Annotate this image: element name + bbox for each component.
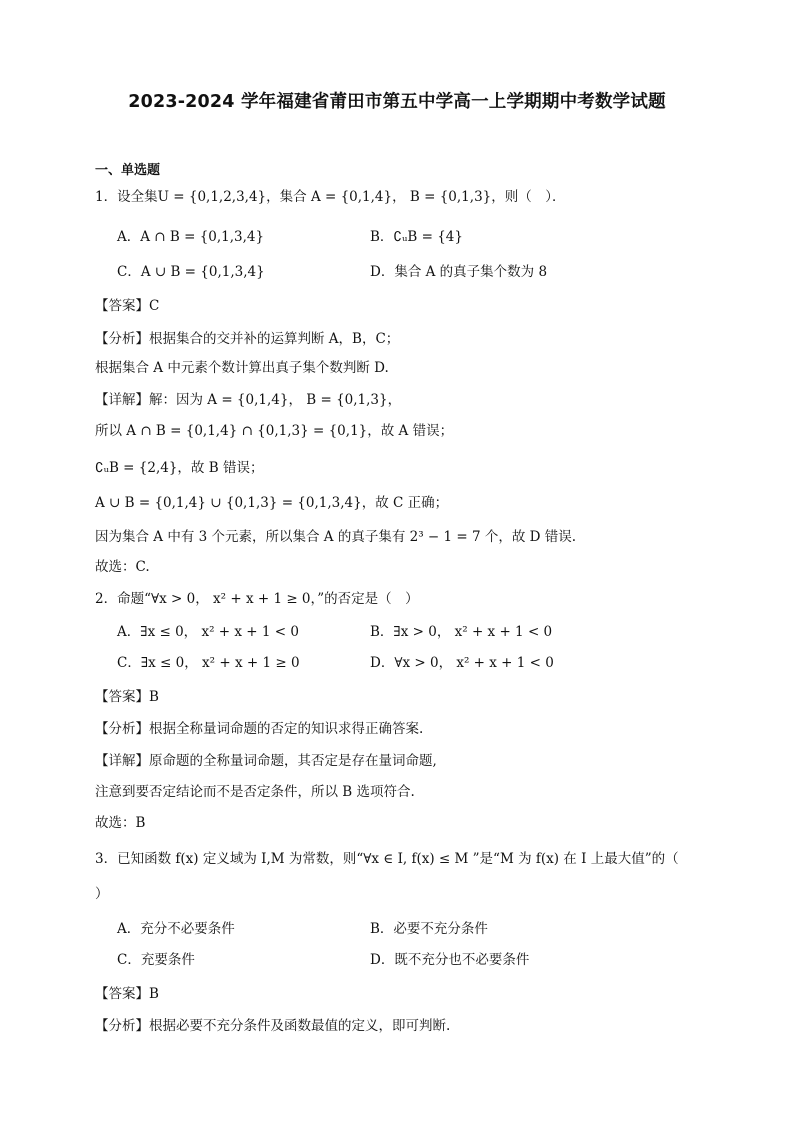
q3-stem: 3．已知函数 f(x) 定义域为 I,M 为常数，则“∀x ∈ I, f(x) ≤ M ”是“M 为 f(x) 在 I 上最大值”的（	[95, 851, 679, 867]
q1-detail-line-5: 因为集合 A 中有 3 个元素，所以集合 A 的真子集有 2³ − 1 = 7 个，故 D 错误.	[95, 529, 577, 545]
q3-analysis: 【分析】根据必要不充分条件及函数最值的定义，即可判断.	[95, 1018, 451, 1034]
q3-option-a: A．充分不必要条件	[117, 921, 235, 937]
q1-option-c: C．A ∪ B = {0,1,3,4}	[117, 264, 265, 280]
q3-option-b: B．必要不充分条件	[370, 921, 488, 937]
q2-detail-line-1: 【详解】原命题的全称量词命题，其否定是存在量词命题,	[95, 753, 437, 769]
q1-detail-line-2: 所以 A ∩ B = {0,1,4} ∩ {0,1,3} = {0,1}，故 A 错误；	[95, 423, 454, 439]
q1-analysis-line-1: 【分析】根据集合的交并补的运算判断 A，B，C；	[95, 331, 400, 347]
q1-answer: 【答案】C	[95, 298, 160, 314]
q1-stem: 1．设全集U = {0,1,2,3,4}，集合 A = {0,1,4}， B = {0,1,3}，则（ ）．	[95, 189, 566, 205]
q2-option-b: B．∃x > 0， x² + x + 1 < 0	[370, 624, 553, 640]
q2-option-d: D．∀x > 0， x² + x + 1 < 0	[370, 655, 554, 671]
q2-option-c: C．∃x ≤ 0， x² + x + 1 ≥ 0	[117, 655, 300, 671]
q2-choice: 故选：B	[95, 815, 146, 831]
q1-detail-line-1: 【详解】解：因为 A = {0,1,4}， B = {0,1,3}，	[95, 392, 402, 408]
q3-option-d: D．既不充分也不必要条件	[370, 952, 530, 968]
q1-analysis-line-2: 根据集合 A 中元素个数计算出真子集个数判断 D.	[95, 360, 389, 376]
q1-option-a: A．A ∩ B = {0,1,3,4}	[117, 229, 265, 245]
page-title: 2023-2024 学年福建省莆田市第五中学高一上学期期中考数学试题	[128, 92, 666, 112]
q2-option-a: A．∃x ≤ 0， x² + x + 1 < 0	[117, 624, 299, 640]
q1-detail-line-3: ∁ᵤB = {2,4}，故 B 错误；	[95, 460, 264, 476]
q2-detail-line-2: 注意到要否定结论而不是否定条件，所以 B 选项符合.	[95, 784, 415, 800]
q1-choice: 故选：C.	[95, 559, 150, 575]
q1-option-b: B．∁ᵤB = {4}	[370, 229, 463, 245]
q3-option-c: C．充要条件	[117, 952, 195, 968]
q3-stem-continuation: ）	[95, 886, 109, 902]
q1-option-d: D．集合 A 的真子集个数为 8	[370, 264, 548, 280]
section-heading: 一、单选题	[95, 163, 161, 178]
q3-answer: 【答案】B	[95, 986, 159, 1002]
q2-stem: 2．命题“∀x > 0， x² + x + 1 ≥ 0，”的否定是（ ）	[95, 591, 419, 607]
q2-analysis: 【分析】根据全称量词命题的否定的知识求得正确答案.	[95, 721, 424, 737]
q1-detail-line-4: A ∪ B = {0,1,4} ∪ {0,1,3} = {0,1,3,4}，故 C 正确；	[95, 495, 449, 511]
q2-answer: 【答案】B	[95, 689, 159, 705]
